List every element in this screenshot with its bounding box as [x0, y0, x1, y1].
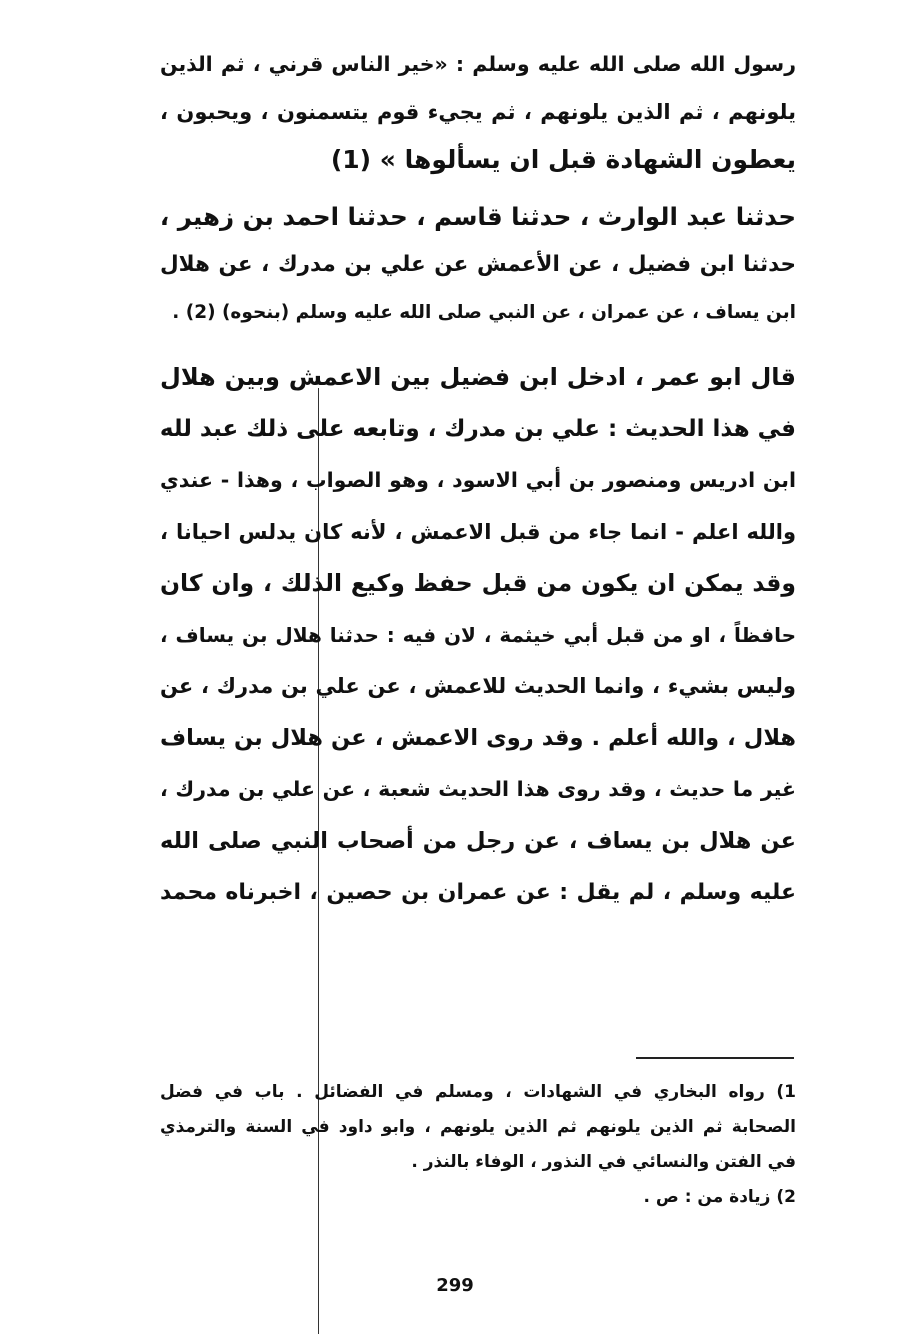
text-line: وليس بشيء ، وانما الحديث للاعمش ، عن علي بن مدرك ، عن: [160, 674, 796, 698]
text-line: غير ما حديث ، وقد روى هذا الحديث شعبة ، عن علي بن مدرك ،: [160, 777, 796, 801]
text-line: يعطون الشهادة قبل ان يسألوها » (1): [330, 145, 796, 174]
text-line: ابن يساف ، عن عمران ، عن النبي صلى الله عليه وسلم (بنحوه) (2) .: [172, 302, 796, 323]
text-line: حافظاً ، او من قبل أبي خيثمة ، لان فيه : حدثنا هلال بن يساف ،: [160, 622, 796, 647]
text-line: حدثنا عبد الوارث ، حدثنا قاسم ، حدثنا احمد بن زهير ،: [160, 202, 796, 231]
text-line: رسول الله صلى الله عليه وسلم : «خير الناس قرني ، ثم الذين: [160, 52, 796, 76]
text-line: ابن ادريس ومنصور بن أبي الاسود ، وهو الصواب ، وهذا - عندي: [160, 468, 796, 492]
footnote-line: في الفتن والنسائي في النذور ، الوفاء بالنذر .: [411, 1152, 796, 1172]
footnotes: [160, 1075, 796, 1215]
text-line: والله اعلم - انما جاء من قبل الاعمش ، لأنه كان يدلس احيانا ،: [160, 519, 796, 544]
text-line: في هذا الحديث : علي بن مدرك ، وتابعه على ذلك عبد لله: [160, 415, 796, 442]
footnote-line: الصحابة ثم الذين يلونهم ثم الذين يلونهم ، وابو داود في السنة والترمذي: [160, 1117, 796, 1137]
text-line: وقد يمكن ان يكون من قبل حفظ وكيع الذلك ، وان كان: [160, 569, 796, 597]
text-line: حدثنا ابن فضيل ، عن الأعمش عن علي بن مدرك ، عن هلال: [160, 252, 796, 277]
text-line: قال ابو عمر ، ادخل ابن فضيل بين الاعمش وبين هلال: [160, 363, 796, 391]
footnote-separator: [636, 1057, 794, 1059]
footnote-line: 1) رواه البخاري في الشهادات ، ومسلم في الفضائل . باب في فضل: [160, 1082, 796, 1102]
paragraph-hadith-text: [160, 40, 796, 184]
paragraph-isnad: [160, 193, 796, 337]
footnote-line: 2) زيادة من : ص .: [643, 1187, 796, 1207]
text-line: عليه وسلم ، لم يقل : عن عمران بن حصين ، اخبرناه محمد: [160, 880, 796, 905]
text-line: عن هلال بن يساف ، عن رجل من أصحاب النبي صلى الله: [160, 827, 796, 854]
text-line: يلونهم ، ثم الذين يلونهم ، ثم يجيء قوم يتسمنون ، ويحبون ،: [160, 100, 796, 124]
paragraph-commentary: [160, 352, 796, 919]
text-line: هلال ، والله أعلم . وقد روى الاعمش ، عن هلال بن يساف: [160, 724, 796, 751]
page-number: 299: [436, 1275, 474, 1296]
